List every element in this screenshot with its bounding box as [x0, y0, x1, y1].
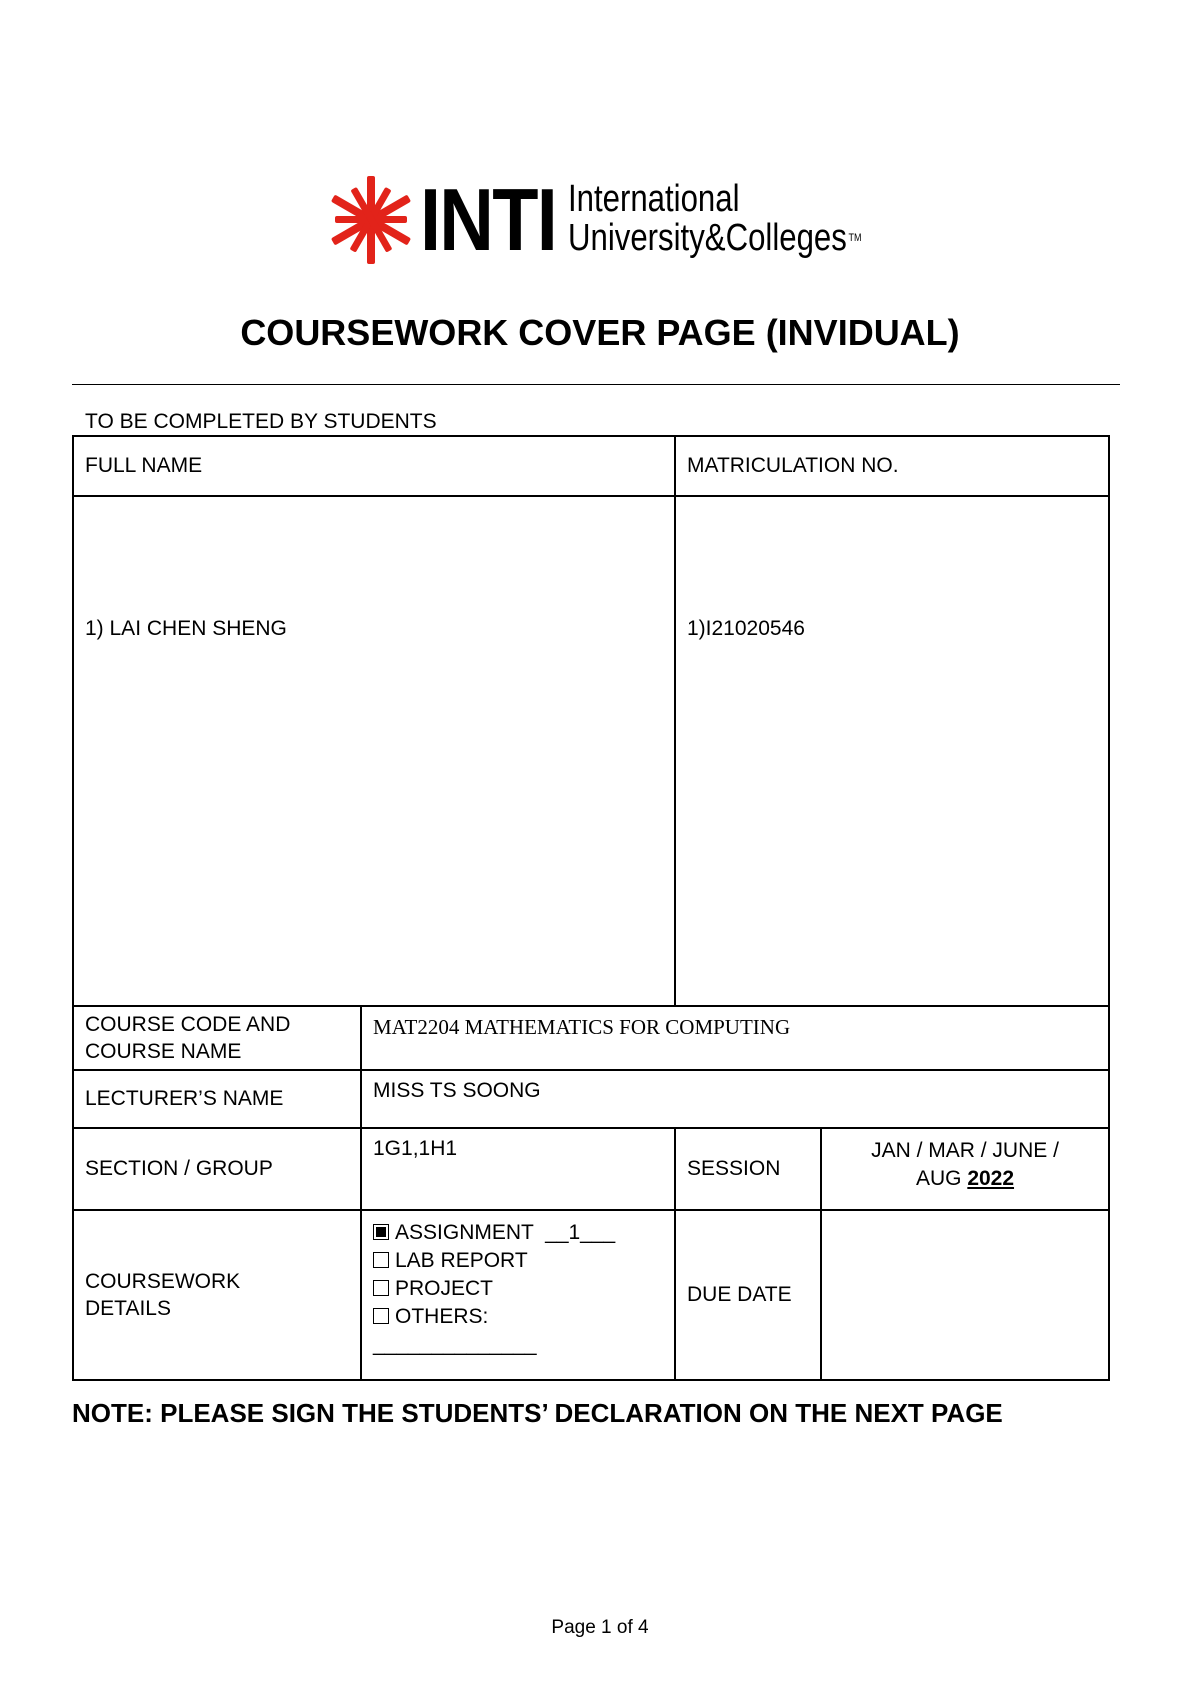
coursework-label-line-2: DETAILS — [85, 1297, 171, 1320]
logo-line-2 — [568, 219, 861, 258]
course-label-line-2: COURSE NAME — [85, 1040, 242, 1063]
checkbox-icon[interactable] — [373, 1308, 389, 1324]
lecturer-label: LECTURER’S NAME — [73, 1070, 361, 1128]
matric-cell[interactable] — [675, 496, 1109, 1006]
logo-line-2-text: University&Colleges — [568, 217, 847, 259]
course-label — [73, 1006, 361, 1070]
full-name-header: FULL NAME — [73, 436, 675, 496]
coursework-label-line-1: COURSEWORK — [85, 1270, 241, 1293]
logo-tm: TM — [848, 232, 862, 244]
checkbox-icon[interactable] — [373, 1280, 389, 1296]
option-assignment[interactable] — [373, 1219, 663, 1247]
full-name-cell[interactable] — [73, 496, 675, 1006]
declaration-note: NOTE: PLEASE SIGN THE STUDENTS’ DECLARATION ON THE NEXT PAGE — [72, 1398, 1003, 1428]
section-label: TO BE COMPLETED BY STUDENTS — [85, 410, 437, 433]
page-footer: Page 1 of 4 — [551, 1617, 649, 1638]
section-group-label: SECTION / GROUP — [73, 1128, 361, 1210]
checkbox-checked-icon[interactable] — [373, 1224, 389, 1240]
lecturer-value[interactable]: MISS TS SOONG — [361, 1070, 1109, 1128]
student-matric: 1)I21020546 — [687, 617, 805, 640]
cover-form-table — [72, 435, 1110, 1381]
checkbox-icon[interactable] — [373, 1252, 389, 1268]
inti-star-icon — [330, 174, 412, 266]
session-selected — [833, 1165, 1097, 1193]
session-label: SESSION — [675, 1128, 821, 1210]
option-lab-label: LAB REPORT — [395, 1249, 528, 1272]
matric-header: MATRICULATION NO. — [675, 436, 1109, 496]
session-options: JAN / MAR / JUNE / — [871, 1139, 1059, 1162]
session-month: AUG — [915, 1167, 962, 1190]
option-others[interactable] — [373, 1303, 663, 1331]
session-value[interactable] — [821, 1128, 1109, 1210]
course-label-line-1: COURSE CODE AND — [85, 1013, 291, 1036]
due-date-label: DUE DATE — [675, 1210, 821, 1380]
option-project-label: PROJECT — [395, 1277, 494, 1300]
option-lab-report[interactable] — [373, 1247, 663, 1275]
coursework-options — [361, 1210, 675, 1380]
title-divider — [72, 384, 1120, 385]
section-group-value[interactable]: 1G1,1H1 — [361, 1128, 675, 1210]
course-value[interactable]: MAT2204 MATHEMATICS FOR COMPUTING — [361, 1006, 1109, 1070]
option-assignment-label: ASSIGNMENT __1___ — [395, 1221, 616, 1244]
logo-line-1: International — [568, 178, 740, 220]
others-blank-line[interactable]: ______________ — [373, 1333, 537, 1356]
student-name: 1) LAI CHEN SHENG — [85, 617, 287, 640]
logo-text — [568, 180, 861, 258]
due-date-value[interactable] — [821, 1210, 1109, 1380]
coursework-label — [73, 1210, 361, 1380]
option-project[interactable] — [373, 1275, 663, 1303]
inti-logo — [330, 170, 870, 270]
page-title: COURSEWORK COVER PAGE (INVIDUAL) — [240, 312, 960, 353]
logo-brand: INTI — [420, 170, 557, 269]
option-others-label: OTHERS: — [395, 1305, 489, 1328]
session-year: 2022 — [967, 1167, 1015, 1190]
